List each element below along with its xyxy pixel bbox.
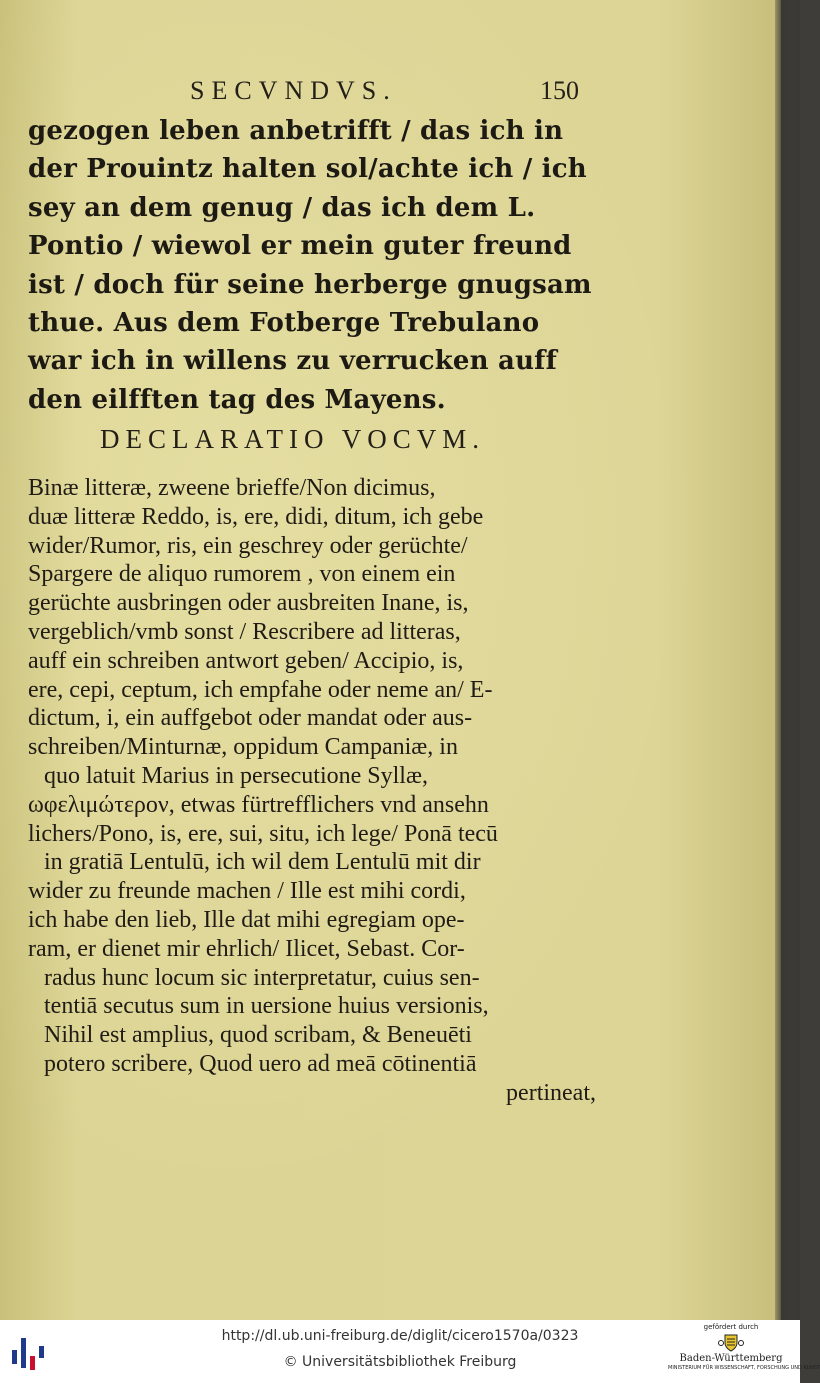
text-line: duæ litteræ Reddo, is, ere, didi, ditum, ich gebe [28, 503, 484, 530]
text-line: tentiā secutus sum in uersione huius versionis, [44, 993, 489, 1020]
text-line: dictum, i, ein auffgebot oder mandat oder aus- [28, 705, 473, 732]
text-line: Spargere de aliquo rumorem , von einem ein [28, 561, 456, 588]
text-line: ist / doch für seine herberge gnugsam [28, 269, 592, 300]
text-line: auff ein schreiben antwort geben/ Accipio, is, [28, 647, 464, 674]
running-head: SECVNDVS. [190, 76, 397, 105]
page-number: 150 [540, 76, 579, 105]
footer-bar [0, 1320, 820, 1383]
funded-by-label: gefördert durch [703, 1323, 759, 1331]
text-line: lichers/Pono, is, ere, sui, situ, ich lege/ Ponā tecū [28, 820, 498, 847]
text-line: thue. Aus dem Fotberge Trebulano [28, 308, 540, 339]
text-line: vergeblich/vmb sonst / Rescribere ad litteras, [28, 618, 461, 645]
copyright-text: © Universitätsbibliothek Freiburg [283, 1354, 517, 1370]
text-line: Nihil est amplius, quod scribam, & Beneuēti [44, 1022, 472, 1049]
text-line: schreiben/Minturnæ, oppidum Campaniæ, in [28, 734, 458, 761]
permalink-url[interactable]: http://dl.ub.uni-freiburg.de/diglit/cicero1570a/0323 [221, 1328, 579, 1344]
text-line: ωφελιμώτερον, etwas fürtrefflichers vnd ansehn [28, 791, 489, 818]
text-line: potero scribere, Quod uero ad meā cōtinentiā [44, 1050, 477, 1077]
fraktur-paragraph [28, 112, 600, 419]
text-line: gerüchte ausbringen oder ausbreiten Inane, is, [28, 590, 469, 617]
text-line: wider/Rumor, ris, ein geschrey oder gerüchte/ [28, 532, 468, 559]
section-title: DECLARATIO VOCVM. [100, 424, 486, 454]
crest-icon [718, 1333, 744, 1353]
page-edge [775, 0, 781, 1320]
text-line: ram, er dienet mir ehrlich/ Ilicet, Sebast. Cor- [28, 935, 465, 962]
text-line: gezogen leben anbetrifft / das ich in [28, 116, 564, 146]
text-line: in gratiā Lentulū, ich wil dem Lentulū mit dir [44, 849, 481, 876]
ministry-name: MINISTERIUM FÜR WISSENSCHAFT, FORSCHUNG UND KUNST [668, 1365, 820, 1371]
glossary-paragraph [28, 474, 600, 1108]
text-line: den eilfften tag des Mayens. [28, 384, 446, 415]
state-name: Baden-Württemberg [679, 1353, 783, 1364]
text-line: der Prouintz halten sol/achte ich / ich [28, 154, 587, 185]
text-line: ich habe den lieb, Ille dat mihi egregiam ope- [28, 906, 465, 933]
text-line: quo latuit Marius in persecutione Syllæ, [44, 762, 428, 789]
text-line: ere, cepi, ceptum, ich empfahe oder neme an/ E- [28, 676, 493, 703]
text-line: war ich in willens zu verrucken auff [28, 346, 557, 377]
text-line: Pontio / wiewol er mein guter freund [28, 231, 572, 262]
text-line: wider zu freunde machen / Ille est mihi cordi, [28, 878, 466, 905]
catchword: pertineat, [506, 1079, 596, 1106]
text-line: sey an dem genug / das ich dem L. [28, 192, 536, 223]
text-line: radus hunc locum sic interpretatur, cuius sen- [44, 964, 480, 991]
text-line: Binæ litteræ, zweene brieffe/Non dicimus, [28, 475, 436, 501]
sponsor-logo [668, 1323, 820, 1381]
